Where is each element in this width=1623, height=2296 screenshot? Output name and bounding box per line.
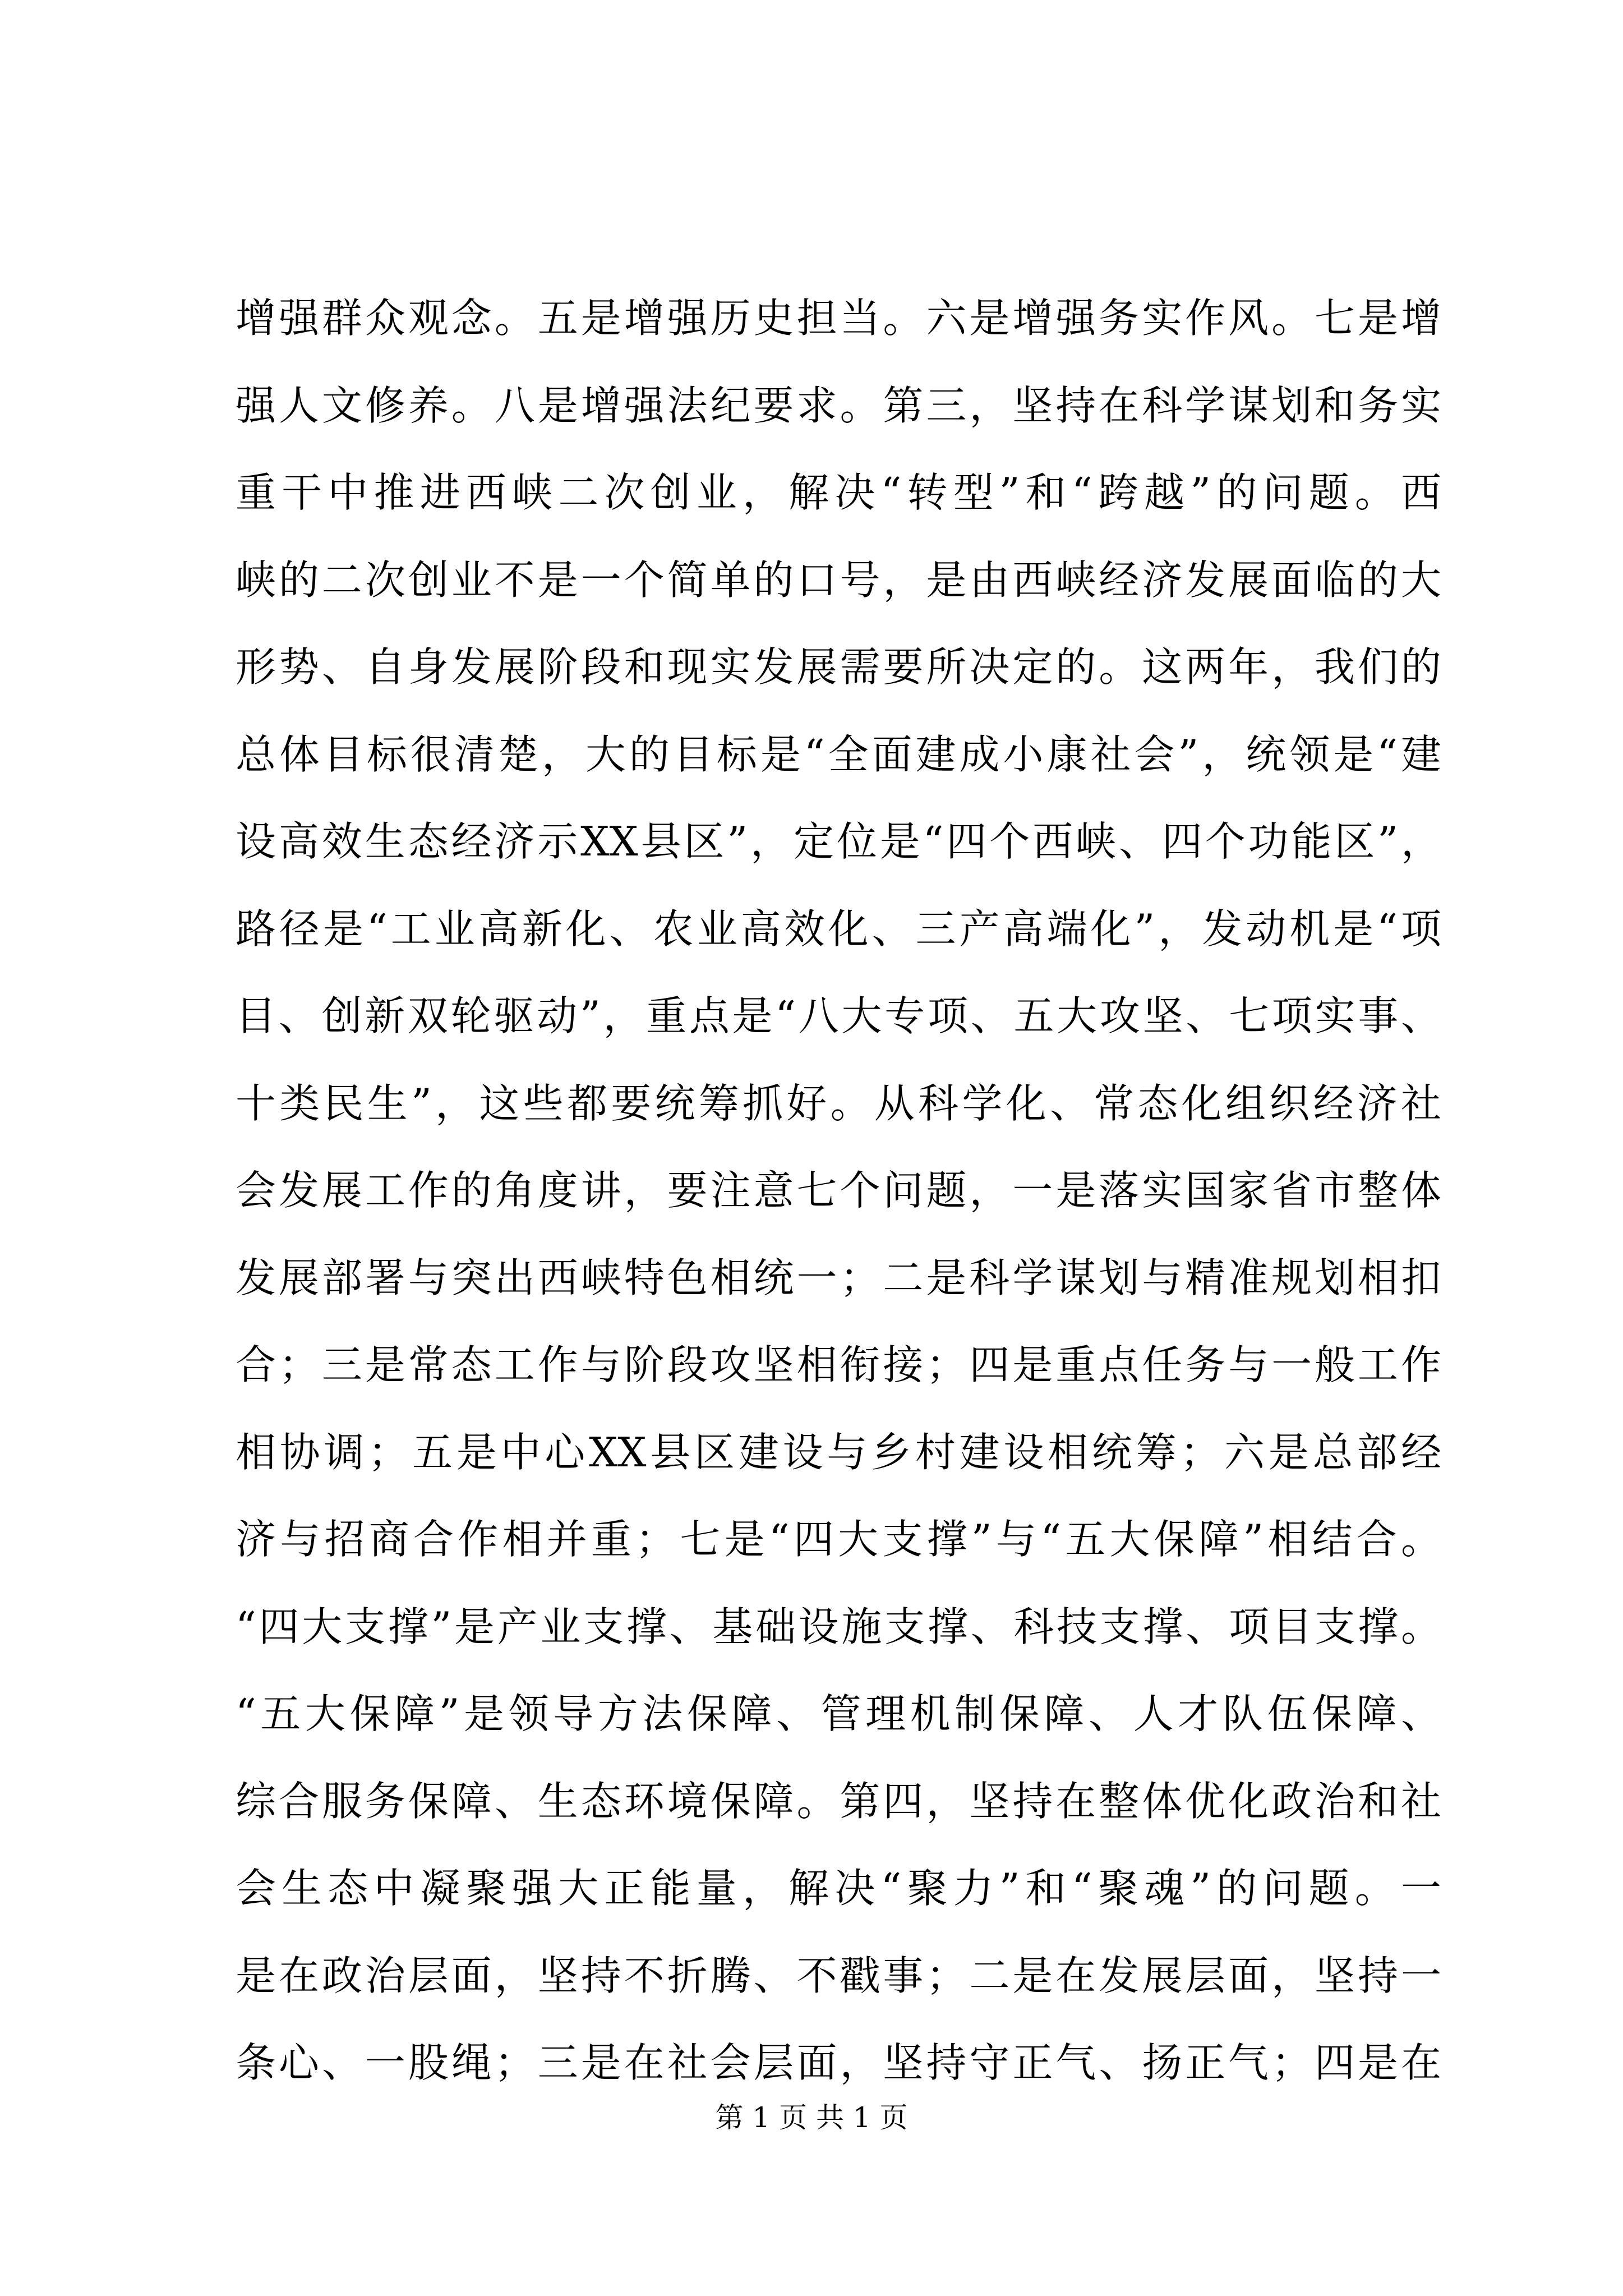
- text-line: 条心、一股绳；三是在社会层面，坚持守正气、扬正气；四是在: [236, 2039, 1441, 2086]
- text-line: 相协调；五是中心XX县区建设与乡村建设相统筹；六是总部经: [236, 1428, 1441, 1476]
- text-line: 强人文修养。八是增强法纪要求。第三，坚持在科学谋划和务实: [236, 381, 1441, 429]
- text-line: 总体目标很清楚，大的目标是“全面建成小康社会”，统领是“建: [236, 730, 1441, 778]
- text-line: 济与招商合作相并重；七是“四大支撑”与“五大保障”相结合。: [236, 1516, 1441, 1563]
- text-line: “四大支撑”是产业支撑、基础设施支撑、科技支撑、项目支撑。: [236, 1603, 1441, 1650]
- text-line: 重干中推进西峡二次创业，解决“转型”和“跨越”的问题。西: [236, 469, 1441, 516]
- text-line: 增强群众观念。五是增强历史担当。六是增强务实作风。七是增: [236, 295, 1441, 342]
- page-footer: [0, 2101, 1623, 2134]
- text-line: “五大保障”是领导方法保障、管理机制保障、人才队伍保障、: [236, 1690, 1441, 1737]
- text-line: 合；三是常态工作与阶段攻坚相衔接；四是重点任务与一般工作: [236, 1341, 1441, 1388]
- page-number-label: 第 1 页 共 1 页: [715, 2101, 908, 2134]
- text-line: 十类民生”，这些都要统筹抓好。从科学化、常态化组织经济社: [236, 1079, 1441, 1127]
- text-line: 设高效生态经济示XX县区”，定位是“四个西峡、四个功能区”，: [236, 818, 1441, 865]
- text-line: 会发展工作的角度讲，要注意七个问题，一是落实国家省市整体: [236, 1167, 1441, 1214]
- text-line: 峡的二次创业不是一个简单的口号，是由西峡经济发展面临的大: [236, 556, 1441, 604]
- text-line: 路径是“工业高新化、农业高效化、三产高端化”，发动机是“项: [236, 905, 1441, 953]
- text-line: 会生态中凝聚强大正能量，解决“聚力”和“聚魂”的问题。一: [236, 1865, 1441, 1912]
- text-line: 综合服务保障、生态环境保障。第四，坚持在整体优化政治和社: [236, 1777, 1441, 1825]
- text-line: 目、创新双轮驱动”，重点是“八大专项、五大攻坚、七项实事、: [236, 992, 1441, 1039]
- text-line: 形势、自身发展阶段和现实发展需要所决定的。这两年，我们的: [236, 643, 1441, 691]
- text-line: 发展部署与突出西峡特色相统一；二是科学谋划与精准规划相扣: [236, 1254, 1441, 1301]
- body-text: [236, 275, 1441, 2107]
- text-line: 是在政治层面，坚持不折腾、不戳事；二是在发展层面，坚持一: [236, 1952, 1441, 1999]
